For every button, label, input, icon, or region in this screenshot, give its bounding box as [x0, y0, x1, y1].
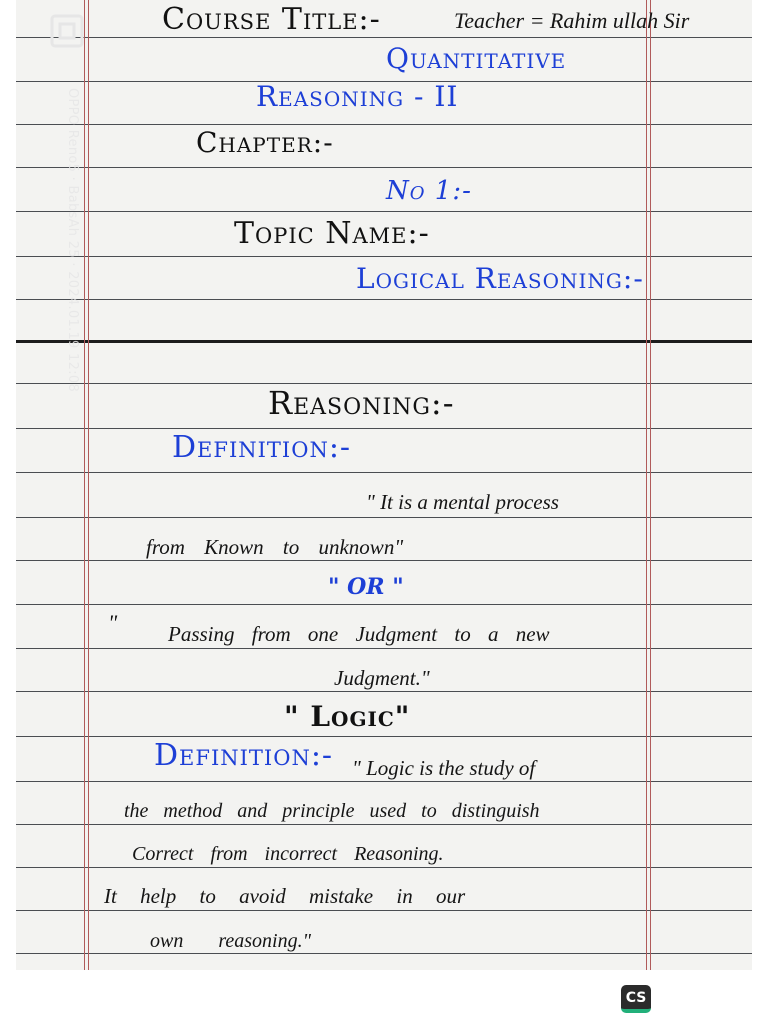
ruled-line [16, 211, 752, 212]
watermark-text: OPPO Reno5 · BabsAh 25 · 2024.01.19 12:08 [65, 88, 80, 393]
definition-2-line-2: the method and principle used to distinguish [124, 800, 540, 822]
definition-1-alt-line-2: Judgment." [334, 666, 430, 690]
topic-value: Logical Reasoning:- [356, 262, 644, 295]
notebook-page [16, 0, 752, 970]
ruled-line [16, 604, 752, 605]
ruled-line [16, 953, 752, 954]
topic-label: Topic Name:- [234, 216, 430, 251]
ruled-line [16, 824, 752, 825]
ruled-line [16, 124, 752, 125]
ruled-line [16, 428, 752, 429]
ruled-line [16, 256, 752, 257]
definition-1-line-2: from Known to unknown" [146, 535, 404, 559]
ruled-line [16, 37, 752, 38]
ruled-line [16, 472, 752, 473]
ruled-line [16, 517, 752, 518]
ruled-line [16, 867, 752, 868]
right-margin-line [646, 0, 647, 970]
camera-watermark-icon [50, 14, 84, 48]
camscanner-logo-icon: CS [621, 985, 651, 1013]
definition-1-alt-line-1: Passing from one Judgment to a new [168, 622, 550, 646]
definition-label-1: Definition:- [172, 430, 352, 465]
ruled-line [16, 560, 752, 561]
ruled-line [16, 691, 752, 692]
or-label: " OR " [328, 574, 404, 600]
quote-mark: " [108, 610, 118, 635]
definition-2-line-4: It help to avoid mistake in our [104, 884, 466, 908]
definition-label-2: Definition:- [154, 738, 334, 773]
ruled-line [16, 736, 752, 737]
course-name-line1: Quantitative [386, 42, 567, 75]
reasoning-heading: Reasoning:- [268, 384, 455, 422]
definition-2-line-5: own reasoning." [150, 930, 311, 952]
definition-2-line-3: Correct from incorrect Reasoning. [132, 843, 444, 865]
right-margin-line [650, 0, 651, 970]
ruled-line [16, 648, 752, 649]
ruled-line [16, 910, 752, 911]
logic-heading: " Logic" [284, 700, 411, 733]
course-title-label: Course Title:- [162, 2, 381, 37]
ruled-line [16, 299, 752, 300]
chapter-label: Chapter:- [196, 126, 334, 159]
ruled-line [16, 167, 752, 168]
definition-2-line-1: " Logic is the study of [352, 756, 536, 780]
section-divider [16, 340, 752, 343]
course-name-line2: Reasoning - II [256, 80, 459, 113]
chapter-number: No 1:- [386, 176, 472, 206]
teacher-name: Teacher = Rahim ullah Sir [454, 8, 690, 33]
camera-watermark [44, 14, 94, 393]
definition-1-line-1: " It is a mental process [366, 490, 559, 514]
ruled-line [16, 781, 752, 782]
